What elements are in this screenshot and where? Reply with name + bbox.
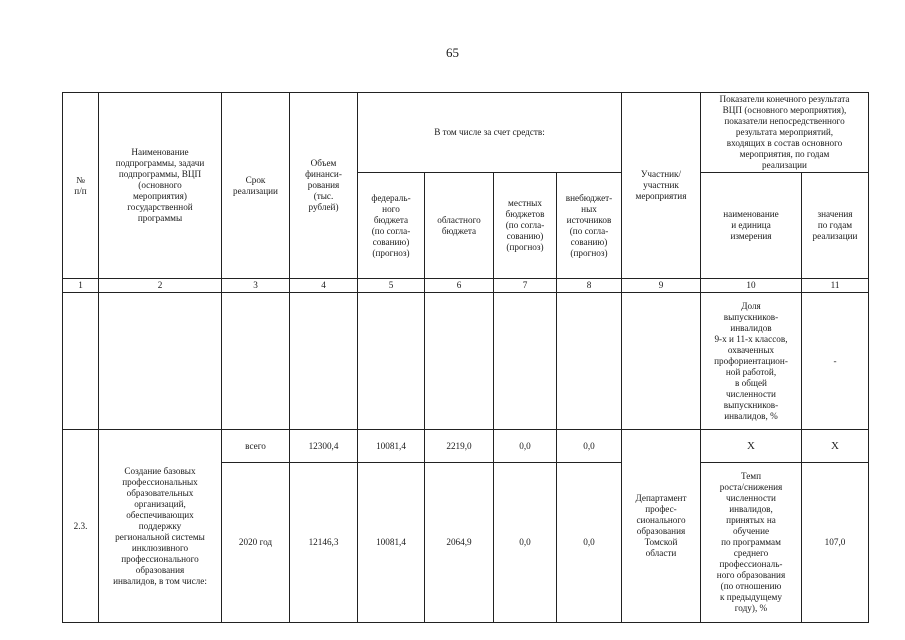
item-regional: 2219,0 [425, 430, 494, 463]
column-number: 7 [494, 279, 557, 293]
header-number: № п/п [63, 93, 99, 279]
column-number: 10 [701, 279, 802, 293]
empty-cell [290, 293, 358, 430]
table-row [63, 293, 869, 430]
header-indicator-name: наименование и единица измерения [701, 173, 802, 279]
column-number: 3 [222, 279, 290, 293]
column-number: 4 [290, 279, 358, 293]
item-total: 12146,3 [290, 463, 358, 623]
header-regional: областного бюджета [425, 173, 494, 279]
header-name: Наименование подпрограммы, задачи подпрограммы, ВЦП (основного мероприятия) государственной программы [99, 93, 222, 279]
empty-cell [358, 293, 425, 430]
header-funding-group: В том числе за счет средств: [358, 93, 622, 173]
indicator-value: - [802, 293, 869, 430]
empty-cell [494, 293, 557, 430]
header-period: Срок реализации [222, 93, 290, 279]
indicator-name: Доля выпускников- инвалидов 9-х и 11-х классов, охваченных профориентацион- ной работой, в общей численности выпускников- инвалидов, % [701, 293, 802, 430]
item-federal: 10081,4 [358, 430, 425, 463]
indicator-value: Х [802, 430, 869, 463]
column-number: 5 [358, 279, 425, 293]
column-number: 1 [63, 279, 99, 293]
item-local: 0,0 [494, 430, 557, 463]
header-federal: федераль- ного бюджета (по согла- сованию) (прогноз) [358, 173, 425, 279]
header-row [63, 93, 869, 173]
empty-cell [222, 293, 290, 430]
indicator-value: 107,0 [802, 463, 869, 623]
item-period: всего [222, 430, 290, 463]
empty-cell [622, 293, 701, 430]
empty-cell [63, 293, 99, 430]
page-number: 65 [446, 45, 459, 60]
program-table [62, 92, 869, 623]
item-regional: 2064,9 [425, 463, 494, 623]
item-period: 2020 год [222, 463, 290, 623]
column-number: 9 [622, 279, 701, 293]
header-participant: Участник/ участник мероприятия [622, 93, 701, 279]
item-extrabudget: 0,0 [557, 430, 622, 463]
header-total-funding: Объем финанси- рования (тыс. рублей) [290, 93, 358, 279]
item-total: 12300,4 [290, 430, 358, 463]
table-row [63, 430, 869, 463]
header-local: местных бюджетов (по согла- сованию) (прогноз) [494, 173, 557, 279]
indicator-name: Х [701, 430, 802, 463]
indicator-name: Темп роста/снижения численности инвалидов, принятых на обучение по программам среднего профессиональ- ного образования (по отношению к предыдущему году), % [701, 463, 802, 623]
empty-cell [425, 293, 494, 430]
column-number: 8 [557, 279, 622, 293]
empty-cell [99, 293, 222, 430]
column-number: 6 [425, 279, 494, 293]
item-name: Создание базовых профессиональных образовательных организаций, обеспечивающих поддержку региональной системы инклюзивного профессионального образования инвалидов, в том числе: [99, 430, 222, 623]
empty-cell [557, 293, 622, 430]
item-local: 0,0 [494, 463, 557, 623]
item-extrabudget: 0,0 [557, 463, 622, 623]
column-number-row [63, 279, 869, 293]
item-participant: Департамент профес- сионального образования Томской области [622, 430, 701, 623]
header-indicator-values: значения по годам реализации [802, 173, 869, 279]
column-number: 11 [802, 279, 869, 293]
item-federal: 10081,4 [358, 463, 425, 623]
item-number: 2.3. [63, 430, 99, 623]
column-number: 2 [99, 279, 222, 293]
header-indicators-group: Показатели конечного результата ВЦП (основного мероприятия), показатели непосредственного результата мероприятий, входящих в состав основного мероприятия, по годам реализации [701, 93, 869, 173]
header-extrabudget: внебюджет- ных источников (по согла- сованию) (прогноз) [557, 173, 622, 279]
